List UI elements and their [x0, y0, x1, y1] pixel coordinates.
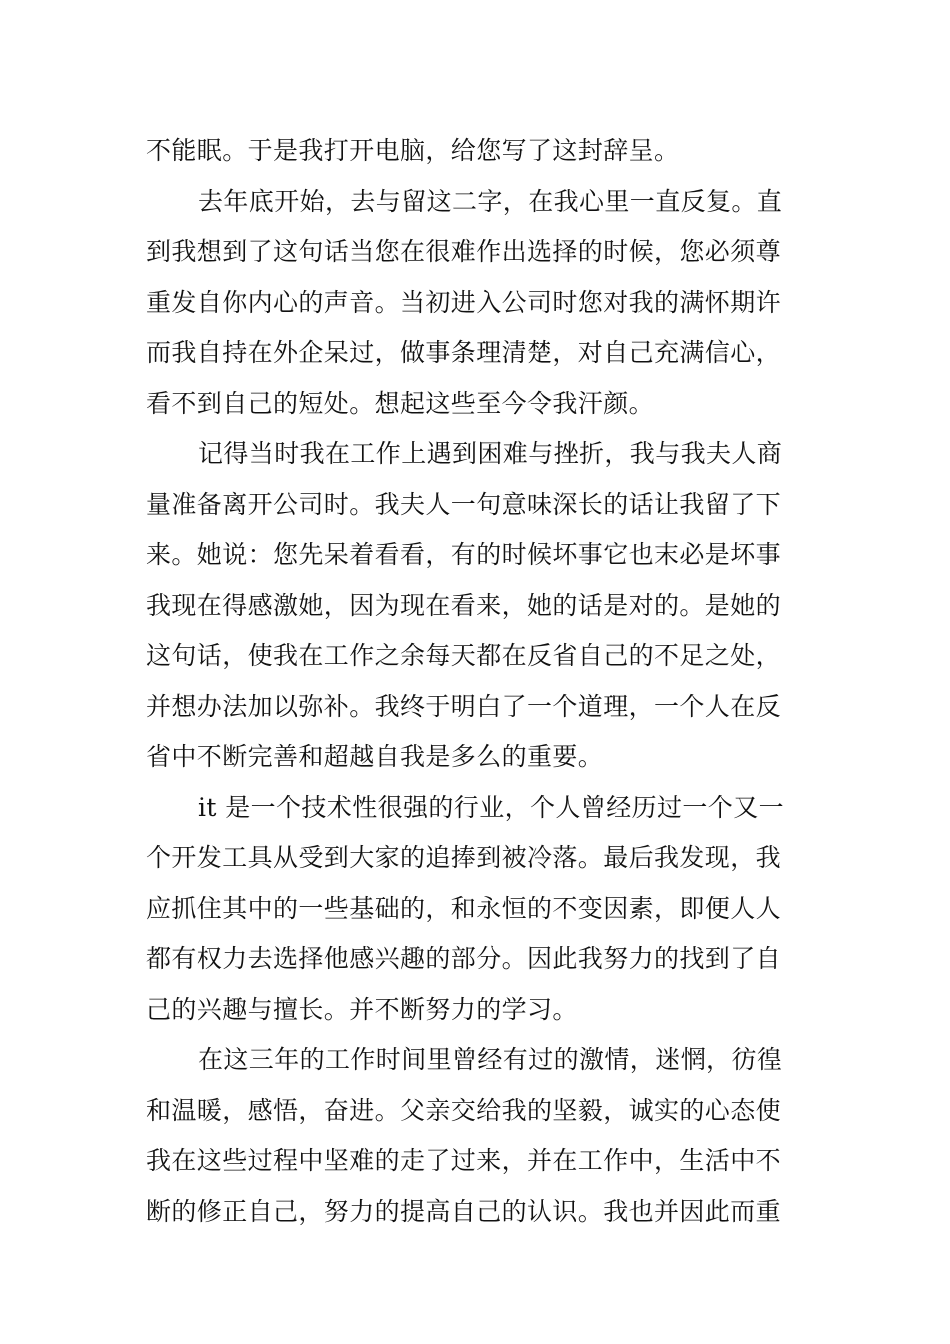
text-line: 省中不断完善和超越自我是多么的重要。 [146, 742, 604, 771]
text-line: 去年底开始，去与留这二字，在我心里一直反复。直 [198, 186, 783, 216]
text-line: 我现在得感激她，因为现在看来，她的话是对的。是她的 [146, 590, 782, 620]
text-line: 看不到自己的短处。想起这些至今令我汗颜。 [146, 388, 655, 418]
text-line: 在这三年的工作时间里曾经有过的激情，迷惘，彷徨 [198, 1045, 783, 1074]
text-line: 记得当时我在工作上遇到困难与挫折，我与我夫人商 [198, 439, 783, 468]
text-line: 量准备离开公司时。我夫人一句意味深长的话让我留了下 [146, 489, 782, 519]
text-line: 这句话，使我在工作之余每天都在反省自己的不足之处， [146, 641, 782, 670]
document-body [146, 126, 810, 1237]
paragraph [146, 429, 810, 783]
text-line: 而我自持在外企呆过，做事条理清楚，对自己充满信心， [146, 338, 782, 367]
text-line: 断的修正自己，努力的提高自己的认识。我也并因此而重 [146, 1196, 782, 1226]
text-line: it 是一个技术性很强的行业，个人曾经历过一个又一 [198, 792, 784, 822]
text-line: 我在这些过程中坚难的走了过来，并在工作中，生活中不 [146, 1146, 782, 1175]
text-line: 来。她说：您先呆着看看，有的时候坏事它也末必是坏事 [146, 540, 782, 569]
text-line: 己的兴趣与擅长。并不断努力的学习。 [146, 994, 578, 1024]
paragraph [146, 1035, 810, 1237]
text-line: 和温暖，感悟，奋进。父亲交给我的坚毅，诚实的心态使 [146, 1095, 782, 1125]
paragraph [146, 177, 810, 430]
text-line: 个开发工具从受到大家的追捧到被冷落。最后我发现，我 [146, 843, 782, 872]
text-line: 应抓住其中的一些基础的，和永恒的不变因素，即便人人 [146, 893, 782, 923]
text-line: 都有权力去选择他感兴趣的部分。因此我努力的找到了自 [146, 944, 782, 973]
text-line: 并想办法加以弥补。我终于明白了一个道理，一个人在反 [146, 691, 782, 721]
paragraph [146, 783, 810, 1036]
text-line: 不能眠。于是我打开电脑，给您写了这封辞呈。 [146, 136, 680, 165]
text-line: 到我想到了这句话当您在很难作出选择的时候，您必须尊 [146, 237, 782, 266]
paragraph [146, 126, 810, 177]
text-line: 重发自你内心的声音。当初进入公司时您对我的满怀期许 [146, 287, 782, 317]
